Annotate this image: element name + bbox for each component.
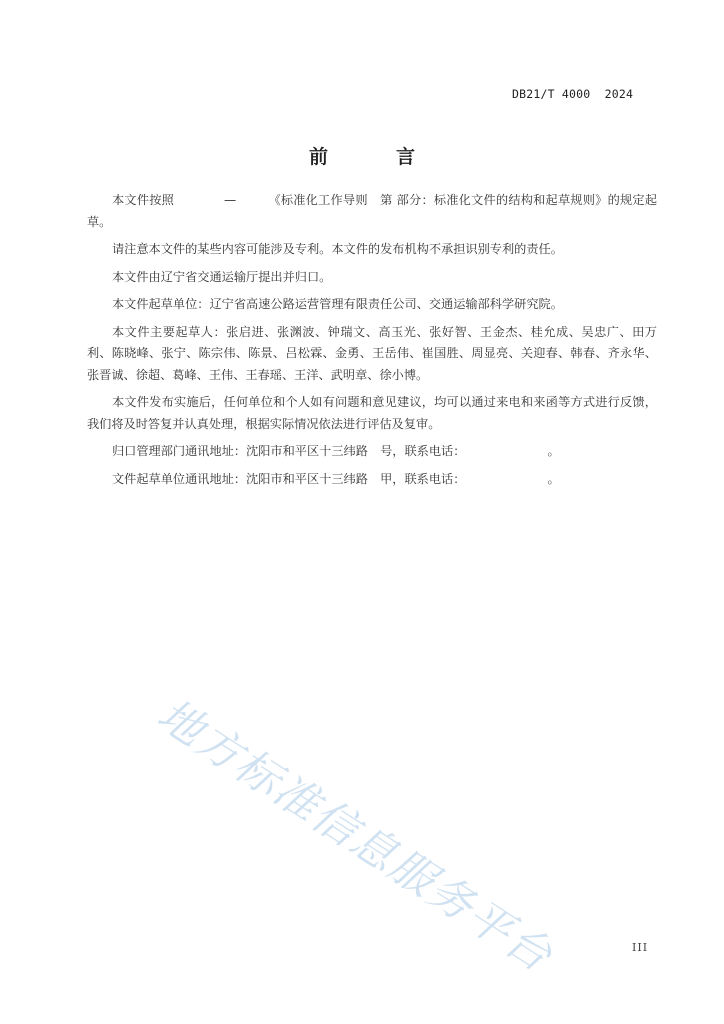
admin-address-text: 归口管理部门通讯地址：沈阳市和平区十三纬路 号，联系电话： [112, 444, 466, 458]
admin-address-end: 。 [547, 444, 560, 458]
document-code: DB21/T 4000 2024 [512, 87, 634, 101]
paragraph-drafting-units: 本文件起草单位：辽宁省高速公路运营管理有限责任公司、交通运输部科学研究院。 [112, 297, 563, 311]
paragraph-admin-address [87, 441, 657, 463]
p1-rest: 《标准化工作导则 第 部分：标准化文件的结构和起草规则》的规定起草。 [87, 193, 658, 229]
paragraph-drafting-rules [87, 190, 657, 233]
paragraph-patent-notice: 请注意本文件的某些内容可能涉及专利。本文件的发布机构不承担识别专利的责任。 [112, 242, 563, 256]
paragraph-proposer: 本文件由辽宁省交通运输厅提出并归口。 [112, 269, 332, 284]
title-char-2: 言 [396, 146, 416, 168]
p1-dash: — [224, 193, 237, 207]
paragraph-drafter-address [87, 469, 657, 491]
drafter-address-text: 文件起草单位通讯地址：沈阳市和平区十三纬路 甲，联系电话： [112, 471, 466, 486]
title-char-1: 前 [308, 146, 328, 168]
page-title [0, 142, 724, 169]
page-number: III [632, 941, 649, 954]
watermark: 地方标准信息服务平台 [148, 689, 562, 983]
paragraph-drafters: 本文件主要起草人：张启进、张渊波、钟瑞文、高玉光、张好智、王金杰、桂允成、吴忠广、田万利、陈晓峰、张宁、陈宗伟、陈景、吕松霖、金勇、王岳伟、崔国胜、周显亮、关迎春、韩春、齐永华、张晋诚、徐超、葛峰、王伟、王春瑶、王洋、武明章、徐小博。 [87, 324, 657, 382]
drafter-address-end: 。 [547, 471, 560, 486]
p1-lead: 本文件按照 [112, 193, 175, 207]
foreword-body [87, 190, 657, 490]
paragraph-feedback: 本文件发布实施后，任何单位和个人如有问题和意见建议，均可以通过来电和来函等方式进行反馈，我们将及时答复并认真处理，根据实际情况依法进行评估及复审。 [87, 395, 657, 431]
